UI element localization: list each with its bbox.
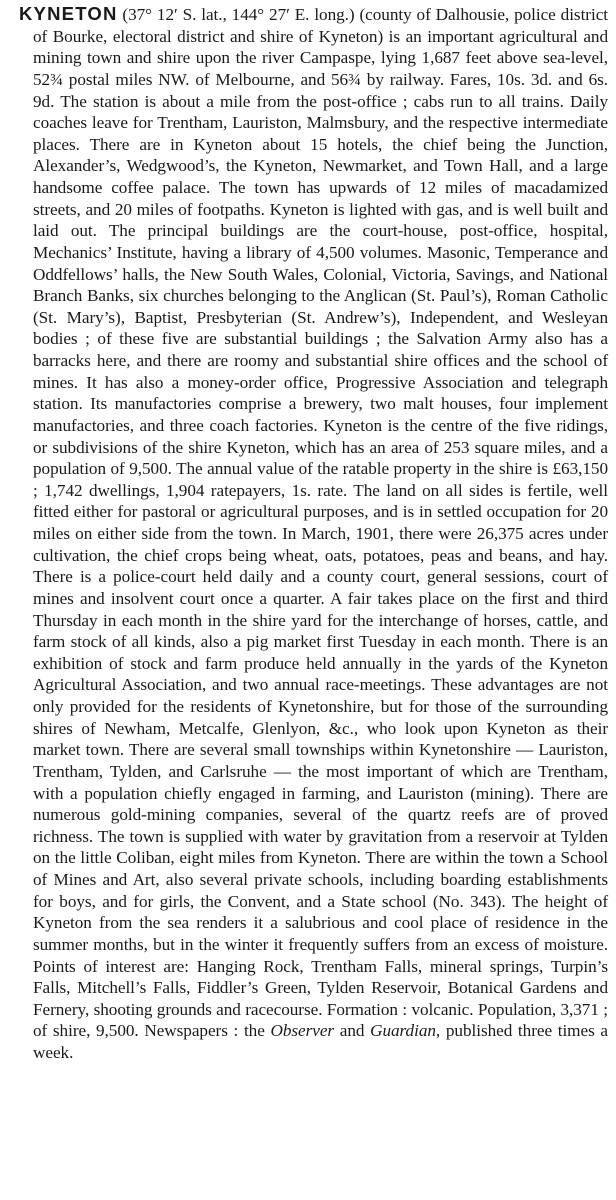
newspaper-name-guardian: Guardian (370, 1021, 436, 1041)
entry-closing-text: , published three times a week. (33, 1021, 608, 1062)
entry-conjunction: and (334, 1021, 371, 1041)
entry-headword: KYNETON (19, 3, 118, 24)
kyneton-entry (19, 3, 608, 1064)
newspaper-name-observer: Observer (270, 1021, 335, 1041)
entry-body-text: (37° 12′ S. lat., 144° 27′ E. long.) (county of Dalhousie, police district of Bourke, electoral district and shire of Kyneton) is an important agricultural and mining town and shire upon the river Campaspe, lying 1,687 feet above sea-level, 52¾ postal miles NW. of Melbourne, and 56¾ by railway. Fares, 10s. 3d. and 6s. 9d. The station is about a mile from the post-office ; cabs run to all trains. Daily coaches leave for Trentham, Lauriston, Malmsbury, and the respective intermediate places. There are in Kyneton about 15 hotels, the chief being the Junction, Alexander’s, Wedgwood’s, the Kyneton, Newmarket, and Town Hall, and a large handsome coffee palace. The town has upwards of 12 miles of macadamized streets, and 20 miles of footpaths. Kyneton is lighted with gas, and is well built and laid out. The principal buildings are the court-house, post-office, hospital, Mechanics’ Institute, having a library of 4,500 volumes. Masonic, Temperance and Oddfellows’ halls, the New South Wales, Colonial, Victoria, Savings, and National Branch Banks, six churches belonging to the Anglican (St. Paul’s), Roman Catholic (St. Mary’s), Baptist, Presbyterian (St. Andrew’s), Independent, and Wesleyan bodies ; of these five are substantial buildings ; the Salvation Army also has a barracks here, and there are roomy and substantial shire offices and the school of mines. It has also a money-order office, Progressive Association and telegraph station. Its manufactories comprise a brewery, two malt houses, four implement manufactories, and three coach factories. Kyneton is the centre of the five ridings, or subdivisions of the shire Kyneton, which has an area of 253 square miles, and a population of 9,500. The annual value of the ratable property in the shire is £63,150 ; 1,742 dwellings, 1,904 ratepayers, 1s. rate. The land on all sides is fertile, well fitted either for pastoral or agricultural purposes, and is in settled occupation for 20 miles on either side from the town. In March, 1901, there were 26,375 acres under cultivation, the chief crops being wheat, oats, potatoes, peas and beans, and hay. There is a police-court held daily and a county court, general sessions, court of mines and insolvent court once a quarter. A fair takes place on the first and third Thursday in each month in the shire yard for the interchange of horses, cattle, and farm stock of all kinds, also a pig market first Tuesday in each month. There is an exhibition of stock and farm produce held annually in the yards of the Kyneton Agricultural Association, and two annual race-meetings. These advantages are not only provided for the residents of Kynetonshire, but for those of the surrounding shires of Newham, Metcalfe, Glenlyon, &c., who look upon Kyneton as their market town. There are several small townships within Kynetonshire — Lauriston, Trentham, Tylden, and Carlsruhe — the most important of which are Trentham, with a population chiefly engaged in farming, and Lauriston (mining). There are numerous gold-mining companies, several of the quartz reefs are of proved richness. The town is supplied with water by gravitation from a reservoir at Tylden on the little Coliban, eight miles from Kyneton. There are within the town a School of Mines and Art, also several private schools, including boarding establishments for boys, and for girls, the Convent, and a State school (No. 343). The height of Kyneton from the sea renders it a salubrious and cool place of residence in the summer months, but in the winter it frequently suffers from an excess of moisture. Points of interest are: Hanging Rock, Trentham Falls, mineral springs, Turpin’s Falls, Mitchell’s Falls, Fiddler’s Green, Tylden Reservoir, Botanical Gardens and Fernery, shooting grounds and racecourse. Formation : volcanic. Population, 3,371 ; of shire, 9,500. Newspapers : the (33, 5, 608, 1041)
